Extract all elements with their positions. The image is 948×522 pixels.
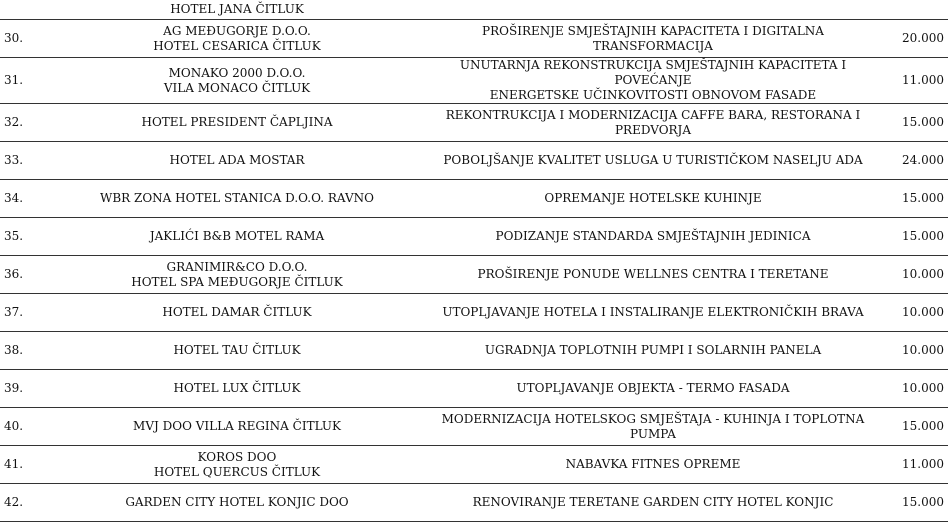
grant-amount: 15.000 (872, 484, 948, 522)
project-title (434, 20, 872, 58)
grant-amount: 15.000 (872, 104, 948, 142)
project-title (434, 58, 872, 104)
project-title (434, 446, 872, 484)
project-title (434, 0, 872, 20)
table-row (0, 180, 948, 218)
applicant-name-line: HOTEL SPA MEĐUGORJE ČITLUK (131, 274, 343, 289)
applicant-name (40, 446, 434, 484)
project-title-line: PROŠIRENJE PONUDE WELLNES CENTRA I TERETANE (477, 267, 829, 281)
applicant-name-line: HOTEL QUERCUS ČITLUK (153, 464, 321, 479)
project-title-line: RENOVIRANJE TERETANE GARDEN CITY HOTEL KONJIC (472, 495, 834, 509)
project-title (434, 294, 872, 332)
grant-amount: 10.000 (872, 294, 948, 332)
grant-amount: 10.000 (872, 332, 948, 370)
applicant-name-line: JAKLIĆI B&B MOTEL RAMA (149, 229, 325, 243)
applicant-name-line: HOTEL LUX ČITLUK (173, 381, 301, 395)
applicant-name-line: HOTEL PRESIDENT ČAPLJINA (141, 115, 333, 129)
row-number: 35. (0, 218, 40, 256)
project-title-line: PODIZANJE STANDARDA SMJEŠTAJNIH JEDINICA (495, 229, 811, 243)
applicant-name-line: GRANIMIR&CO D.O.O. (166, 259, 308, 274)
applicant-name (40, 218, 434, 256)
row-number: 30. (0, 20, 40, 58)
row-number: 37. (0, 294, 40, 332)
row-number: 40. (0, 408, 40, 446)
row-number: 39. (0, 370, 40, 408)
table-row (0, 20, 948, 58)
project-title-line: PROŠIRENJE SMJEŠTAJNIH KAPACITETA I DIGITALNA TRANSFORMACIJA (482, 23, 824, 53)
row-number: 41. (0, 446, 40, 484)
applicant-name (40, 58, 434, 104)
applicant-name-line: MVJ DOO VILLA REGINA ČITLUK (133, 419, 341, 433)
applicant-name-line: WBR ZONA HOTEL STANICA D.O.O. RAVNO (100, 191, 374, 205)
applicant-name-line: HOTEL DAMAR ČITLUK (162, 305, 312, 319)
grant-amount: 15.000 (872, 408, 948, 446)
project-title-line: POBOLJŠANJE KVALITET USLUGA U TURISTIČKOM NASELJU ADA (443, 153, 863, 167)
project-title-line: NABAVKA FITNES OPREME (565, 457, 741, 471)
applicant-name: HOTEL JANA ČITLUK (40, 0, 434, 20)
row-number: 34. (0, 180, 40, 218)
row-number: 36. (0, 256, 40, 294)
applicant-name-line: HOTEL TAU ČITLUK (173, 343, 301, 357)
table-row (0, 294, 948, 332)
applicant-name (40, 142, 434, 180)
table-row (0, 370, 948, 408)
applicant-name (40, 180, 434, 218)
table-row (0, 332, 948, 370)
applicant-name-line: KOROS DOO (197, 449, 277, 464)
row-number: 42. (0, 484, 40, 522)
row-number: 38. (0, 332, 40, 370)
project-title (434, 104, 872, 142)
project-title-line: UTOPLJAVANJE HOTELA I INSTALIRANJE ELEKTRONIČKIH BRAVA (442, 305, 864, 319)
table-row (0, 58, 948, 104)
grant-amount: 15.000 (872, 218, 948, 256)
table-row-continued (0, 0, 948, 20)
row-number: 31. (0, 58, 40, 104)
grant-amount: 15.000 (872, 180, 948, 218)
project-title (434, 332, 872, 370)
project-title-line: UTOPLJAVANJE OBJEKTA - TERMO FASADA (516, 381, 790, 395)
applicant-name (40, 294, 434, 332)
applicant-name (40, 104, 434, 142)
table-row (0, 446, 948, 484)
applicant-name-line: VILA MONACO ČITLUK (163, 80, 311, 95)
applicant-name (40, 256, 434, 294)
project-title-line: OPREMANJE HOTELSKE KUHINJE (544, 191, 762, 205)
project-title (434, 180, 872, 218)
row-number (0, 0, 40, 20)
grant-amount (872, 0, 948, 20)
applicant-name (40, 370, 434, 408)
project-title (434, 370, 872, 408)
project-title-line: UNUTARNJA REKONSTRUKCIJA SMJEŠTAJNIH KAPACITETA I POVEĆANJE (459, 58, 847, 87)
grant-amount: 20.000 (872, 20, 948, 58)
project-title (434, 408, 872, 446)
applicant-name-line: AG MEĐUGORJE D.O.O. (163, 23, 311, 38)
project-title-line: ENERGETSKE UČINKOVITOSTI OBNOVOM FASADE (489, 88, 817, 102)
row-number: 32. (0, 104, 40, 142)
applicant-name (40, 332, 434, 370)
project-title-line: MODERNIZACIJA HOTELSKOG SMJEŠTAJA - KUHINJA I TOPLOTNA PUMPA (441, 411, 865, 441)
applicant-name-line: GARDEN CITY HOTEL KONJIC DOO (125, 495, 349, 509)
grant-amount: 10.000 (872, 256, 948, 294)
applicant-name-line: MONAKO 2000 D.O.O. (168, 65, 306, 80)
grant-amount: 11.000 (872, 446, 948, 484)
project-title (434, 218, 872, 256)
project-title (434, 142, 872, 180)
table-row (0, 104, 948, 142)
table-row (0, 142, 948, 180)
grant-amount: 24.000 (872, 142, 948, 180)
grant-amount: 10.000 (872, 370, 948, 408)
applicant-name-line: HOTEL ADA MOSTAR (169, 153, 305, 167)
row-number: 33. (0, 142, 40, 180)
table-row (0, 256, 948, 294)
applicant-name-line: HOTEL CESARICA ČITLUK (153, 38, 321, 53)
project-title-line: REKONTRUKCIJA I MODERNIZACIJA CAFFE BARA, RESTORANA I PREDVORJA (445, 107, 861, 137)
applicant-name (40, 20, 434, 58)
table-row (0, 218, 948, 256)
applicant-name (40, 408, 434, 446)
table-row (0, 408, 948, 446)
grant-amount: 11.000 (872, 58, 948, 104)
project-title-line: UGRADNJA TOPLOTNIH PUMPI I SOLARNIH PANELA (484, 343, 822, 357)
project-title (434, 256, 872, 294)
